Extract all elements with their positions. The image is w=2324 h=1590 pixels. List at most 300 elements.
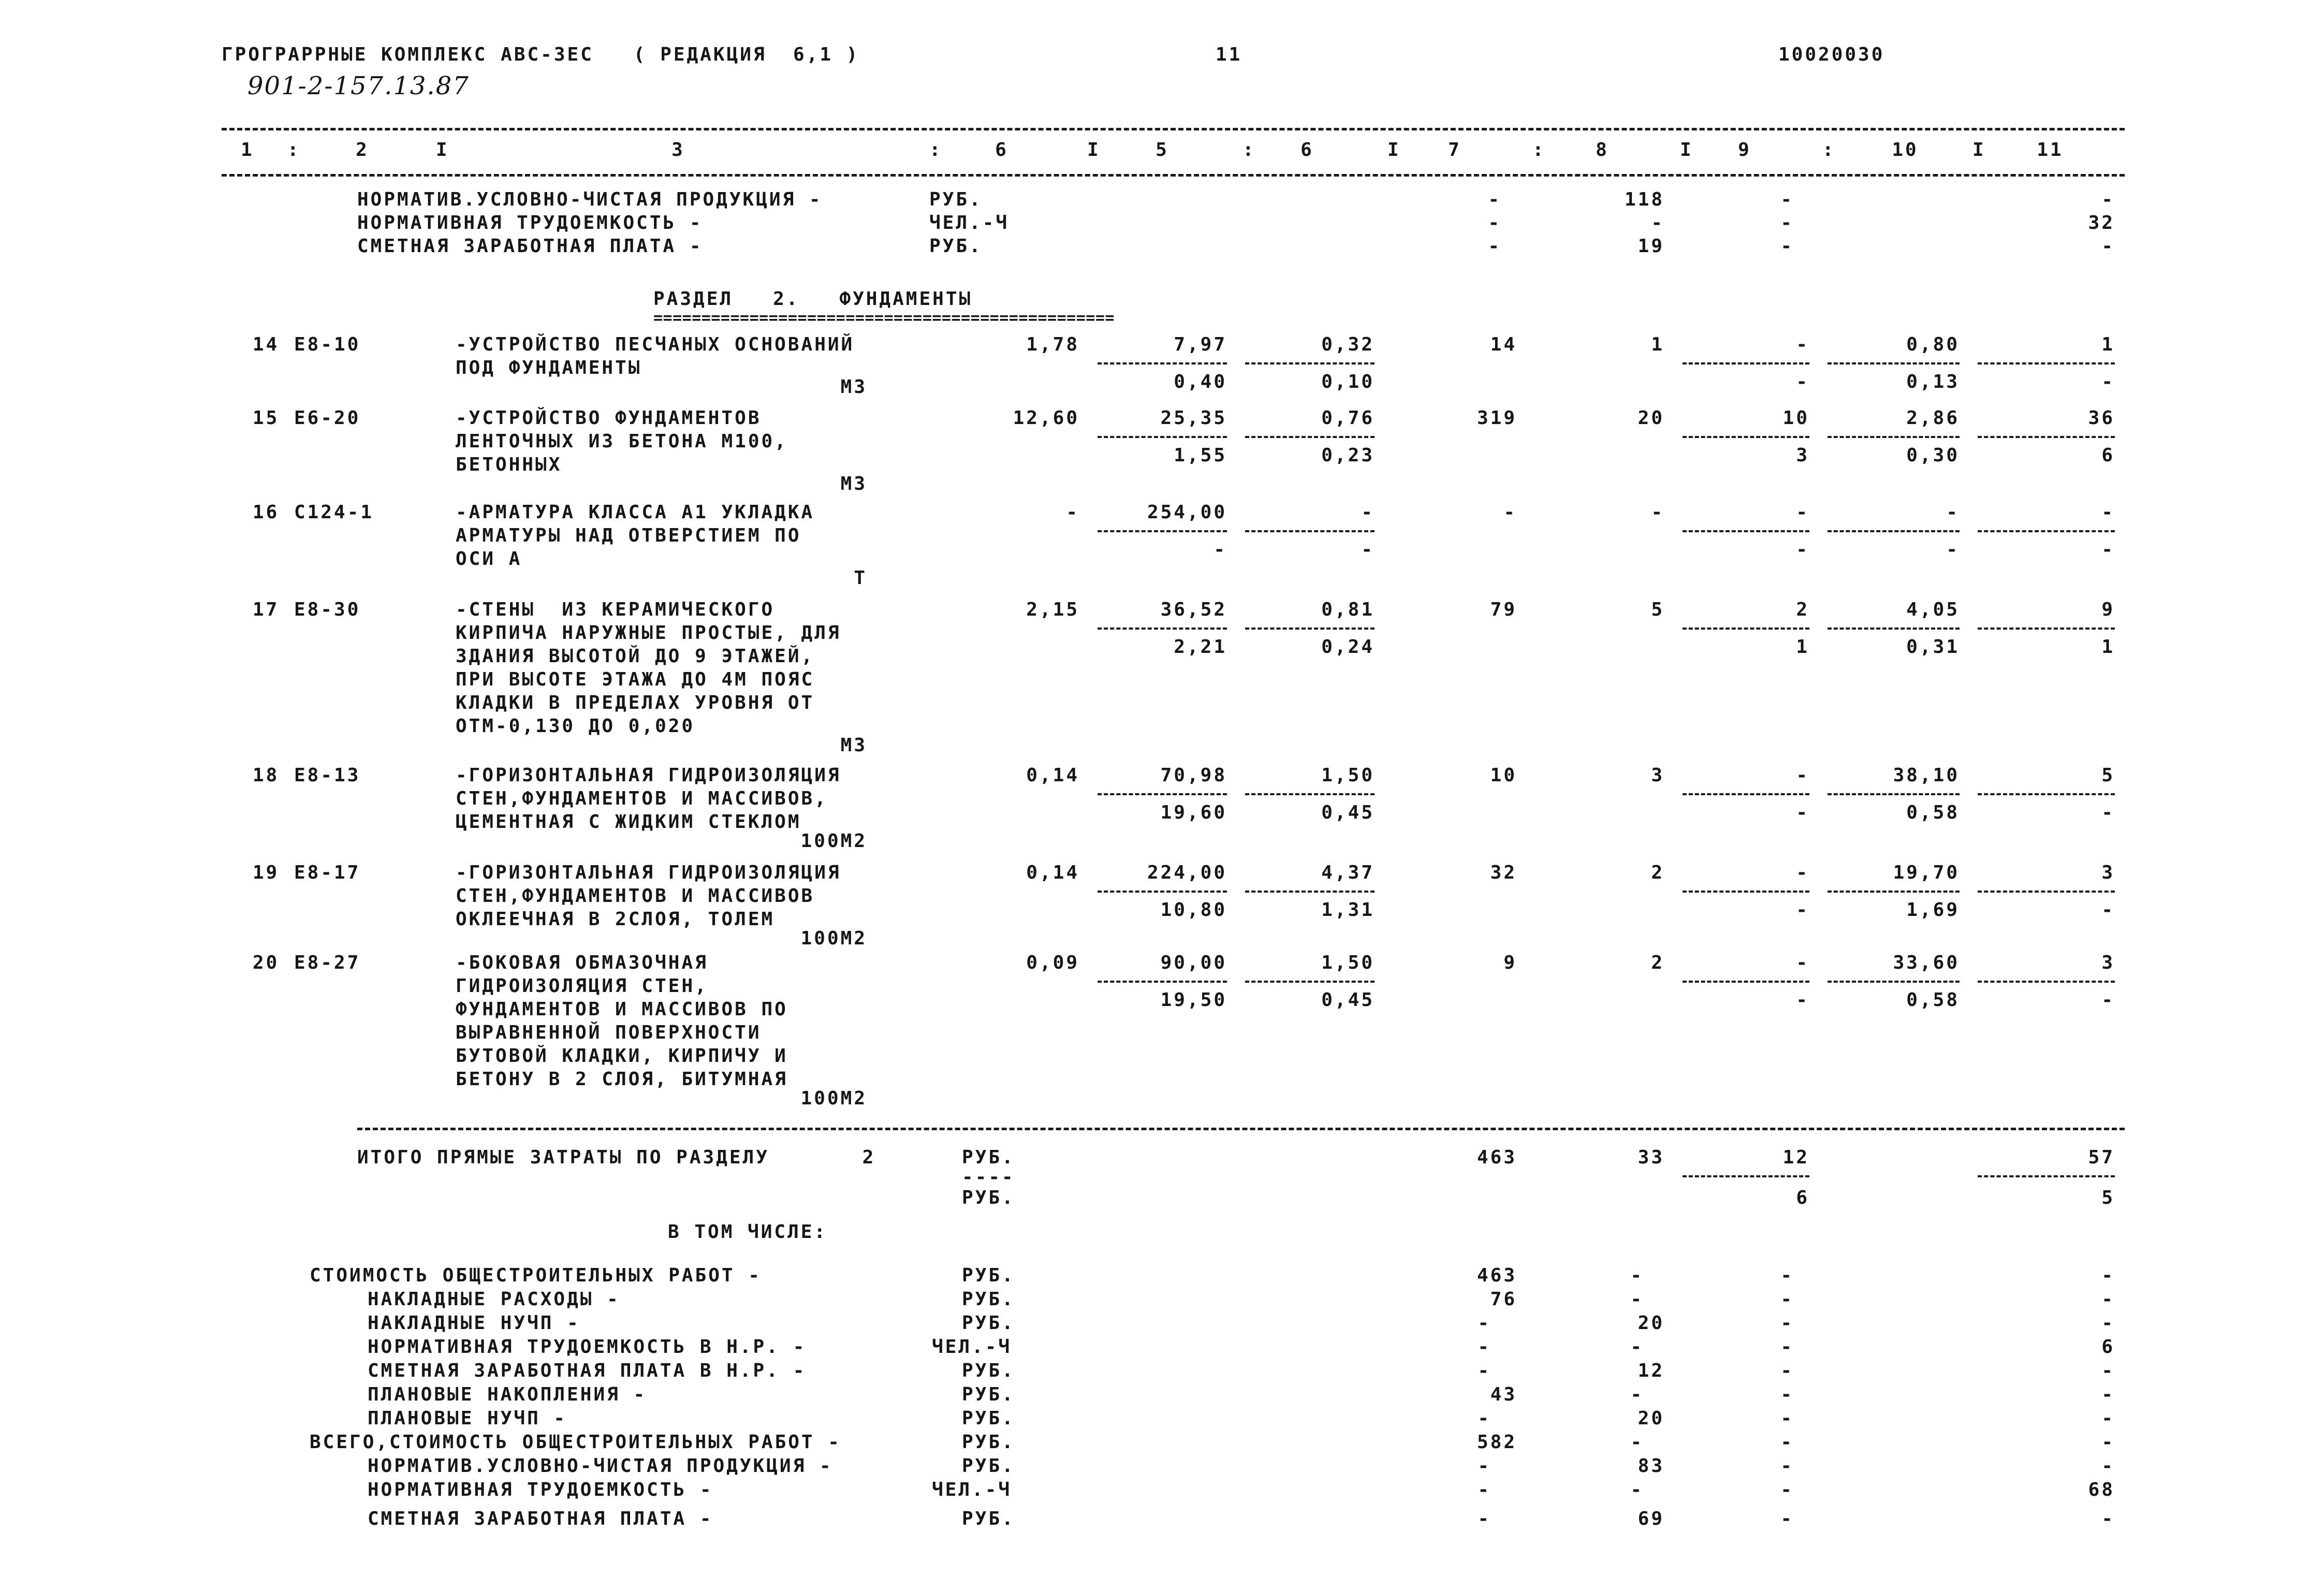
row-unit: М3: [840, 473, 867, 494]
summary-col9: -: [1780, 1384, 1794, 1405]
row-code: С124-1: [294, 502, 374, 523]
row-right-divider: [1683, 436, 1809, 438]
row-description-line: ЗДАНИЯ ВЫСОТОЙ ДО 9 ЭТАЖЕЙ,: [456, 646, 815, 667]
row-col10-upper: 38,10: [1893, 765, 1960, 786]
row-unit-cost: 7,97: [1174, 334, 1227, 355]
totals-col7: 463: [1477, 1147, 1517, 1168]
row-machine-wage: 0,23: [1321, 445, 1375, 466]
row-total-wage: 5: [1651, 599, 1664, 620]
row-col10-upper: 4,05: [1906, 599, 1960, 620]
row-cost-divider: [1098, 362, 1227, 364]
row-col9-lower: -: [1796, 989, 1809, 1011]
summary-col7: -: [1478, 1455, 1491, 1477]
summary-col9: -: [1780, 1336, 1794, 1358]
totals-col9-upper: 12: [1782, 1147, 1809, 1168]
prev-summary-col7: -: [1488, 189, 1501, 210]
row-machine-wage: -: [1361, 539, 1375, 560]
row-col10-lower: 0,13: [1906, 371, 1960, 392]
row-col9-upper: -: [1796, 765, 1809, 786]
row-unit-wage: 1,50: [1321, 952, 1375, 973]
summary-label: ПЛАНОВЫЕ НАКОПЛЕНИЯ -: [368, 1384, 647, 1405]
row-total-wage: 20: [1638, 407, 1664, 429]
row-unit-wage: 0,81: [1321, 599, 1375, 620]
row-description-line: ВЫРАВНЕННОЙ ПОВЕРХНОСТИ: [456, 1022, 762, 1043]
row-description-line: ПРИ ВЫСОТЕ ЭТАЖА ДО 4М ПОЯС: [456, 669, 815, 690]
row-quantity: 0,09: [1026, 952, 1079, 973]
summary-label: ВСЕГО,СТОИМОСТЬ ОБЩЕСТРОИТЕЛЬНЫХ РАБОТ -: [310, 1432, 841, 1453]
summary-col9: -: [1780, 1508, 1794, 1529]
summary-col11: -: [2101, 1408, 2115, 1429]
row-quantity: -: [1066, 502, 1079, 523]
summary-label: НАКЛАДНЫЕ НУЧП -: [368, 1312, 580, 1334]
row-right-divider: [1978, 362, 2115, 364]
row-code: Е8-10: [294, 334, 361, 355]
section-title: РАЗДЕЛ 2. ФУНДАМЕНТЫ: [653, 288, 973, 310]
summary-unit: РУБ.: [962, 1265, 1015, 1286]
summary-col7: -: [1478, 1336, 1491, 1358]
row-col10-lower: 0,58: [1906, 989, 1960, 1011]
row-col10-lower: 0,58: [1906, 802, 1960, 823]
row-number: 18: [253, 765, 280, 786]
summary-col7: 43: [1490, 1384, 1517, 1405]
summary-col8: 83: [1638, 1455, 1664, 1477]
row-machine-wage: 0,45: [1321, 989, 1375, 1011]
row-col9-upper: 10: [1782, 407, 1809, 429]
row-right-divider: [1978, 436, 2115, 438]
row-total-cost: 319: [1477, 407, 1517, 429]
row-cost-divider: [1245, 436, 1375, 438]
row-right-divider: [1978, 793, 2115, 795]
totals-col8: 33: [1638, 1147, 1664, 1168]
row-col9-upper: -: [1796, 502, 1809, 523]
row-description-line: -СТЕНЫ ИЗ КЕРАМИЧЕСКОГО: [456, 599, 775, 620]
row-description-line: ФУНДАМЕНТОВ И МАССИВОВ ПО: [456, 999, 788, 1020]
column-separator: I: [436, 139, 449, 161]
summary-unit: ЧЕЛ.-Ч: [932, 1336, 1012, 1358]
row-right-divider: [1683, 628, 1809, 630]
row-description-line: -УСТРОЙСТВО ПЕСЧАНЫХ ОСНОВАНИЙ: [456, 334, 855, 355]
table-header-rule: [222, 174, 2125, 177]
summary-col7: -: [1478, 1479, 1491, 1500]
prev-summary-col9: -: [1780, 212, 1794, 234]
row-unit-wage: 0,32: [1321, 334, 1375, 355]
column-separator: I: [1972, 139, 1986, 161]
page-number: 11: [1216, 44, 1243, 65]
row-number: 19: [253, 862, 280, 883]
prev-summary-col9: -: [1780, 236, 1794, 257]
row-unit-wage: 4,37: [1321, 862, 1375, 883]
summary-col8: -: [1630, 1384, 1644, 1405]
summary-col8: 12: [1638, 1360, 1664, 1381]
row-col10-upper: 0,80: [1906, 334, 1960, 355]
row-machine-cost: 1,55: [1174, 445, 1227, 466]
summary-col9: -: [1780, 1455, 1794, 1477]
row-cost-divider: [1245, 891, 1375, 893]
summary-col8: -: [1630, 1289, 1644, 1310]
column-separator: :: [1822, 139, 1836, 161]
summary-label: НОРМАТИВНАЯ ТРУДОЕМКОСТЬ В Н.Р. -: [368, 1336, 807, 1358]
row-description-line: КИРПИЧА НАРУЖНЫЕ ПРОСТЫЕ, ДЛЯ: [456, 622, 841, 644]
row-quantity: 0,14: [1026, 765, 1079, 786]
row-description-line: -БОКОВАЯ ОБМАЗОЧНАЯ: [456, 952, 708, 973]
totals-unit: РУБ.: [962, 1147, 1015, 1168]
column-header-8: 8: [1596, 139, 1609, 161]
row-col9-upper: -: [1796, 952, 1809, 973]
summary-col7: -: [1478, 1312, 1491, 1334]
summary-label: СМЕТНАЯ ЗАРАБОТНАЯ ПЛАТА В Н.Р. -: [368, 1360, 807, 1381]
row-cost-divider: [1098, 436, 1227, 438]
summary-col8: -: [1630, 1336, 1644, 1358]
totals-label: ИТОГО ПРЯМЫЕ ЗАТРАТЫ ПО РАЗДЕЛУ 2: [357, 1147, 876, 1168]
row-col11-upper: 36: [2088, 407, 2115, 429]
row-number: 20: [253, 952, 280, 973]
row-number: 15: [253, 407, 280, 429]
row-col9-lower: 3: [1796, 445, 1809, 466]
row-description-line: АРМАТУРЫ НАД ОТВЕРСТИЕМ ПО: [456, 525, 801, 546]
row-description-line: СТЕН,ФУНДАМЕНТОВ И МАССИВОВ: [456, 885, 815, 907]
summary-unit: РУБ.: [962, 1360, 1015, 1381]
summary-col8: -: [1630, 1265, 1644, 1286]
row-unit-wage: 0,76: [1321, 407, 1375, 429]
summary-col9: -: [1780, 1432, 1794, 1453]
prev-summary-col7: -: [1488, 212, 1501, 234]
summary-col7: 76: [1490, 1289, 1517, 1310]
row-code: Е8-30: [294, 599, 361, 620]
row-unit-wage: 1,50: [1321, 765, 1375, 786]
row-right-divider: [1978, 530, 2115, 532]
column-header-2: 2: [356, 139, 369, 161]
summary-col11: -: [2101, 1455, 2115, 1477]
row-description-line: -УСТРОЙСТВО ФУНДАМЕНТОВ: [456, 407, 762, 429]
row-col9-upper: 2: [1796, 599, 1809, 620]
row-machine-wage: 1,31: [1321, 899, 1375, 921]
row-col10-lower: 0,30: [1906, 445, 1960, 466]
prev-summary-col8: 19: [1638, 236, 1664, 257]
handwritten-reference: 901-2-157.13.87: [247, 71, 470, 100]
totals-rule: [357, 1128, 2125, 1130]
prev-summary-col8: -: [1651, 212, 1664, 234]
row-right-divider: [1978, 628, 2115, 630]
row-right-divider: [1978, 981, 2115, 983]
row-col11-lower: -: [2101, 989, 2115, 1011]
row-col10-upper: 33,60: [1893, 952, 1960, 973]
row-cost-divider: [1098, 628, 1227, 630]
totals-col11-lower: 5: [2101, 1187, 2115, 1208]
prev-summary-col11: -: [2101, 189, 2115, 210]
summary-col11: -: [2101, 1289, 2115, 1310]
column-header-10: 10: [1892, 139, 1919, 161]
row-unit-cost: 70,98: [1160, 765, 1227, 786]
row-col11-upper: 5: [2101, 765, 2115, 786]
row-col9-lower: 1: [1796, 636, 1809, 658]
totals-unit-2: РУБ.: [962, 1187, 1015, 1208]
prev-summary-col7: -: [1488, 236, 1501, 257]
row-cost-divider: [1245, 628, 1375, 630]
row-unit-wage: -: [1361, 502, 1375, 523]
row-number: 17: [253, 599, 280, 620]
column-separator: :: [287, 139, 301, 161]
row-col9-upper: -: [1796, 862, 1809, 883]
summary-unit: РУБ.: [962, 1432, 1015, 1453]
summary-label: СМЕТНАЯ ЗАРАБОТНАЯ ПЛАТА -: [368, 1508, 713, 1529]
row-unit-cost: 224,00: [1147, 862, 1227, 883]
row-right-divider: [1828, 530, 1960, 532]
row-col11-lower: 6: [2101, 445, 2115, 466]
row-description-line: ЛЕНТОЧНЫХ ИЗ БЕТОНА М100,: [456, 431, 788, 452]
row-right-divider: [1683, 793, 1809, 795]
row-machine-wage: 0,45: [1321, 802, 1375, 823]
row-col11-upper: -: [2101, 502, 2115, 523]
row-total-wage: 2: [1651, 952, 1664, 973]
prev-summary-col11: -: [2101, 236, 2115, 257]
row-col11-upper: 1: [2101, 334, 2115, 355]
row-total-wage: -: [1651, 502, 1664, 523]
summary-unit: РУБ.: [962, 1455, 1015, 1477]
row-unit: 100М2: [800, 928, 867, 949]
row-unit: 100М2: [800, 1088, 867, 1109]
row-col11-upper: 3: [2101, 862, 2115, 883]
column-header-6: 6: [1300, 139, 1314, 161]
row-description-line: -ГОРИЗОНТАЛЬНАЯ ГИДРОИЗОЛЯЦИЯ: [456, 862, 841, 883]
row-right-divider: [1683, 891, 1809, 893]
summary-col7: 582: [1477, 1432, 1517, 1453]
row-right-divider: [1828, 436, 1960, 438]
program-header: ГРОГРАРРНЫЕ КОМПЛЕКС АВС-ЗЕС ( РЕДАКЦИЯ 6,1 ): [222, 44, 860, 65]
row-col10-upper: -: [1946, 502, 1960, 523]
row-col10-upper: 19,70: [1893, 862, 1960, 883]
row-col10-lower: -: [1946, 539, 1960, 560]
row-col11-upper: 9: [2101, 599, 2115, 620]
row-code: Е8-27: [294, 952, 361, 973]
column-header-4: 6: [995, 139, 1008, 161]
summary-col9: -: [1780, 1289, 1794, 1310]
row-description-line: -АРМАТУРА КЛАССА А1 УКЛАДКА: [456, 502, 815, 523]
row-col9-lower: -: [1796, 802, 1809, 823]
row-machine-cost: 0,40: [1174, 371, 1227, 392]
column-header-1: 1: [241, 139, 254, 161]
including-heading: В ТОМ ЧИСЛЕ:: [668, 1221, 828, 1243]
summary-col8: 69: [1638, 1508, 1664, 1529]
prev-summary-label: СМЕТНАЯ ЗАРАБОТНАЯ ПЛАТА -: [357, 236, 703, 257]
summary-col11: -: [2101, 1312, 2115, 1334]
row-total-cost: -: [1503, 502, 1517, 523]
row-right-divider: [1683, 981, 1809, 983]
prev-summary-unit: ЧЕЛ.-Ч: [929, 212, 1010, 234]
row-right-divider: [1978, 891, 2115, 893]
summary-col9: -: [1780, 1265, 1794, 1286]
row-description-line: ЦЕМЕНТНАЯ С ЖИДКИМ СТЕКЛОМ: [456, 811, 801, 833]
summary-col7: 463: [1477, 1265, 1517, 1286]
row-machine-cost: 10,80: [1160, 899, 1227, 921]
summary-col7: -: [1478, 1360, 1491, 1381]
row-right-divider: [1828, 981, 1960, 983]
row-unit: М3: [840, 376, 867, 398]
row-total-wage: 2: [1651, 862, 1664, 883]
row-machine-cost: 2,21: [1174, 636, 1227, 658]
row-right-divider: [1683, 362, 1809, 364]
row-col10-lower: 0,31: [1906, 636, 1960, 658]
row-right-divider: [1828, 362, 1960, 364]
summary-col7: -: [1478, 1408, 1491, 1429]
summary-label: НОРМАТИВ.УСЛОВНО-ЧИСТАЯ ПРОДУКЦИЯ -: [368, 1455, 833, 1477]
summary-unit: РУБ.: [962, 1508, 1015, 1529]
row-unit: М3: [840, 735, 867, 756]
row-unit-cost: 25,35: [1160, 407, 1227, 429]
row-unit: 100М2: [800, 830, 867, 852]
totals-divider: [1683, 1175, 1809, 1177]
row-col9-lower: -: [1796, 539, 1809, 560]
row-code: Е8-13: [294, 765, 361, 786]
row-quantity: 2,15: [1026, 599, 1079, 620]
summary-unit: ЧЕЛ.-Ч: [932, 1479, 1012, 1500]
column-separator: I: [1680, 139, 1693, 161]
summary-col11: -: [2101, 1432, 2115, 1453]
row-cost-divider: [1098, 530, 1227, 532]
row-number: 16: [253, 502, 280, 523]
row-col11-upper: 3: [2101, 952, 2115, 973]
column-separator: I: [1087, 139, 1101, 161]
summary-unit: РУБ.: [962, 1312, 1015, 1334]
prev-summary-label: НОРМАТИВ.УСЛОВНО-ЧИСТАЯ ПРОДУКЦИЯ -: [357, 189, 823, 210]
row-total-cost: 9: [1503, 952, 1517, 973]
row-right-divider: [1683, 530, 1809, 532]
table-top-rule: [222, 128, 2125, 130]
row-col9-upper: -: [1796, 334, 1809, 355]
row-total-cost: 32: [1490, 862, 1517, 883]
row-cost-divider: [1098, 981, 1227, 983]
row-col11-lower: 1: [2101, 636, 2115, 658]
row-quantity: 12,60: [1013, 407, 1079, 429]
row-code: Е8-17: [294, 862, 361, 883]
column-separator: :: [1532, 139, 1546, 161]
row-unit-cost: 36,52: [1160, 599, 1227, 620]
summary-col11: -: [2101, 1265, 2115, 1286]
row-description-line: ПОД ФУНДАМЕНТЫ: [456, 357, 642, 378]
column-header-7: 7: [1448, 139, 1461, 161]
summary-label: СТОИМОСТЬ ОБЩЕСТРОИТЕЛЬНЫХ РАБОТ -: [310, 1265, 762, 1286]
row-col10-lower: 1,69: [1906, 899, 1960, 921]
row-machine-cost: 19,60: [1160, 802, 1227, 823]
row-right-divider: [1828, 793, 1960, 795]
summary-col11: 68: [2088, 1479, 2115, 1500]
row-cost-divider: [1098, 793, 1227, 795]
row-right-divider: [1828, 891, 1960, 893]
row-machine-cost: 19,50: [1160, 989, 1227, 1011]
row-col11-lower: -: [2101, 371, 2115, 392]
row-unit: Т: [854, 567, 867, 589]
row-col10-upper: 2,86: [1906, 407, 1960, 429]
column-separator: I: [1387, 139, 1401, 161]
row-total-cost: 10: [1490, 765, 1517, 786]
row-description-line: БЕТОННЫХ: [456, 454, 562, 475]
row-col9-lower: -: [1796, 371, 1809, 392]
row-description-line: -ГОРИЗОНТАЛЬНАЯ ГИДРОИЗОЛЯЦИЯ: [456, 765, 841, 786]
row-cost-divider: [1245, 793, 1375, 795]
row-machine-cost: -: [1214, 539, 1227, 560]
row-description-line: ОСИ А: [456, 548, 522, 570]
summary-col8: -: [1630, 1432, 1644, 1453]
column-header-3: 3: [671, 139, 685, 161]
row-col11-lower: -: [2101, 802, 2115, 823]
row-description-line: ОТМ-0,130 ДО 0,020: [456, 716, 695, 737]
document-code: 10020030: [1778, 44, 1885, 65]
row-quantity: 1,78: [1026, 334, 1079, 355]
row-total-cost: 79: [1490, 599, 1517, 620]
row-cost-divider: [1245, 530, 1375, 532]
row-description-line: ОКЛЕЕЧНАЯ В 2СЛОЯ, ТОЛЕМ: [456, 909, 775, 930]
summary-col11: -: [2101, 1360, 2115, 1381]
totals-col9-lower: 6: [1796, 1187, 1809, 1208]
row-description-line: БЕТОНУ В 2 СЛОЯ, БИТУМНАЯ: [456, 1069, 788, 1090]
summary-col9: -: [1780, 1312, 1794, 1334]
column-separator: :: [1243, 139, 1256, 161]
row-total-wage: 1: [1651, 334, 1664, 355]
summary-label: НОРМАТИВНАЯ ТРУДОЕМКОСТЬ -: [368, 1479, 713, 1500]
summary-unit: РУБ.: [962, 1384, 1015, 1405]
totals-unit-dash: ----: [962, 1166, 1015, 1188]
totals-col11-upper: 57: [2088, 1147, 2115, 1168]
summary-col9: -: [1780, 1360, 1794, 1381]
row-description-line: БУТОВОЙ КЛАДКИ, КИРПИЧУ И: [456, 1045, 788, 1067]
row-cost-divider: [1098, 891, 1227, 893]
row-col11-lower: -: [2101, 899, 2115, 921]
row-unit-cost: 254,00: [1147, 502, 1227, 523]
totals-divider: [1978, 1175, 2115, 1177]
row-cost-divider: [1245, 362, 1375, 364]
summary-unit: РУБ.: [962, 1289, 1015, 1310]
row-total-cost: 14: [1490, 334, 1517, 355]
row-description-line: КЛАДКИ В ПРЕДЕЛАХ УРОВНЯ ОТ: [456, 692, 815, 713]
row-col11-lower: -: [2101, 539, 2115, 560]
section-underline: ================================================: [653, 309, 1115, 327]
summary-col11: -: [2101, 1508, 2115, 1529]
row-quantity: 0,14: [1026, 862, 1079, 883]
summary-col11: 6: [2101, 1336, 2115, 1358]
row-code: Е6-20: [294, 407, 361, 429]
row-right-divider: [1828, 628, 1960, 630]
summary-col11: -: [2101, 1384, 2115, 1405]
row-total-wage: 3: [1651, 765, 1664, 786]
column-separator: :: [929, 139, 943, 161]
prev-summary-label: НОРМАТИВНАЯ ТРУДОЕМКОСТЬ -: [357, 212, 703, 234]
prev-summary-col9: -: [1780, 189, 1794, 210]
summary-unit: РУБ.: [962, 1408, 1015, 1429]
summary-col8: -: [1630, 1479, 1644, 1500]
column-header-5: 5: [1156, 139, 1169, 161]
summary-label: ПЛАНОВЫЕ НУЧП -: [368, 1408, 567, 1429]
summary-col8: 20: [1638, 1408, 1664, 1429]
row-description-line: СТЕН,ФУНДАМЕНТОВ И МАССИВОВ,: [456, 788, 828, 809]
prev-summary-col11: 32: [2088, 212, 2115, 234]
summary-col7: -: [1478, 1508, 1491, 1529]
row-number: 14: [253, 334, 280, 355]
column-header-9: 9: [1738, 139, 1751, 161]
summary-col9: -: [1780, 1408, 1794, 1429]
column-header-11: 11: [2037, 139, 2064, 161]
prev-summary-unit: РУБ.: [929, 189, 983, 210]
prev-summary-col8: 118: [1624, 189, 1664, 210]
row-machine-wage: 0,24: [1321, 636, 1375, 658]
summary-col8: 20: [1638, 1312, 1664, 1334]
row-unit-cost: 90,00: [1160, 952, 1227, 973]
summary-label: НАКЛАДНЫЕ РАСХОДЫ -: [368, 1289, 620, 1310]
row-col9-lower: -: [1796, 899, 1809, 921]
row-description-line: ГИДРОИЗОЛЯЦИЯ СТЕН,: [456, 975, 708, 997]
row-machine-wage: 0,10: [1321, 371, 1375, 392]
summary-col9: -: [1780, 1479, 1794, 1500]
row-cost-divider: [1245, 981, 1375, 983]
prev-summary-unit: РУБ.: [929, 236, 983, 257]
